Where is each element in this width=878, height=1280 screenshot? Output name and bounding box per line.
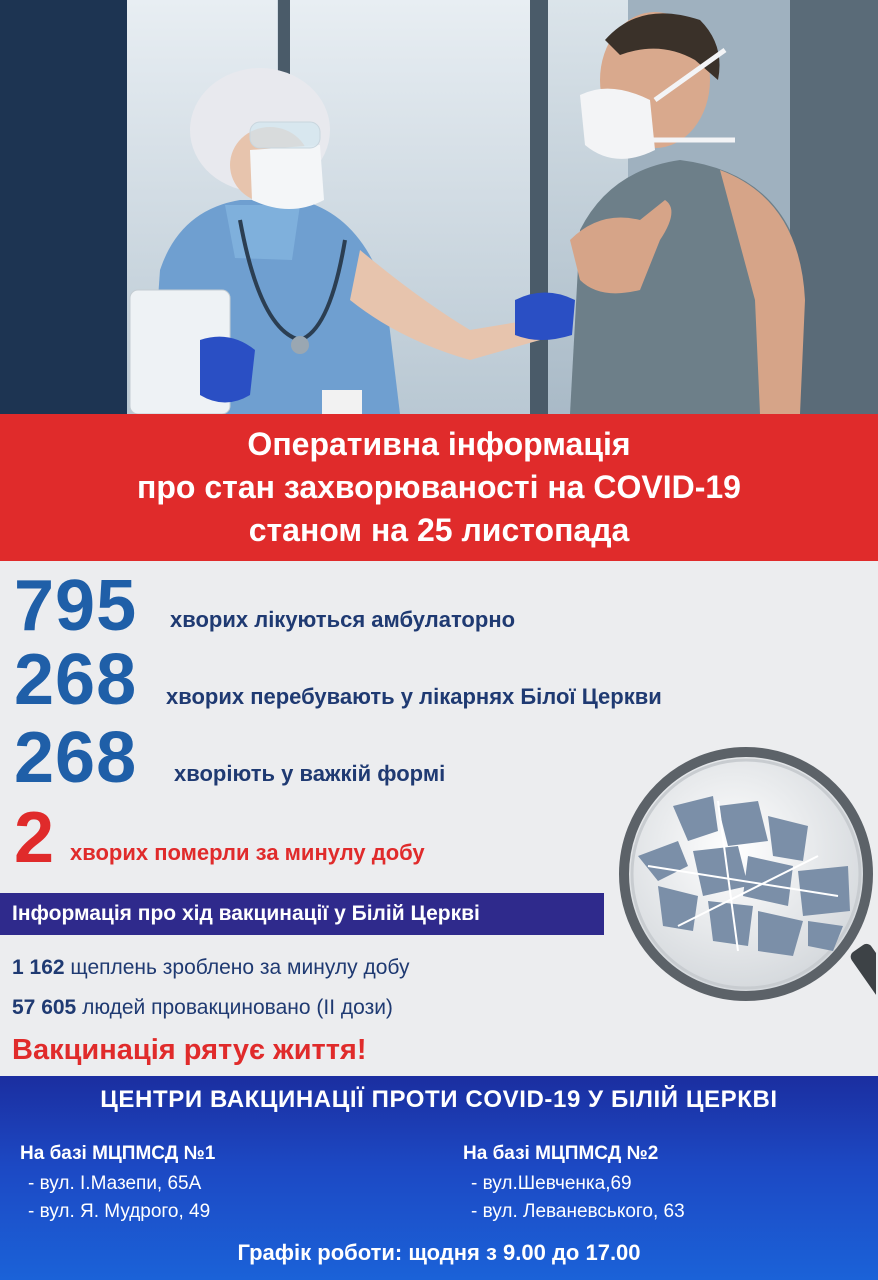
patient-figure	[570, 12, 805, 414]
magnifier-map-icon	[618, 746, 876, 1004]
center-1-address-1: - вул. І.Мазепи, 65А	[28, 1173, 202, 1194]
center-1-heading: На базі МЦПМСД №1	[20, 1143, 216, 1164]
title-banner	[0, 414, 878, 561]
vaccination-daily-text: щеплень зроблено за минулу добу	[64, 956, 410, 979]
stat-outpatient-number: 795	[14, 566, 138, 646]
title-line-2: про стан захворюваності на COVID-19	[137, 469, 741, 505]
stat-deaths-number: 2	[14, 798, 56, 878]
center-1-address-2: - вул. Я. Мудрого, 49	[28, 1201, 211, 1222]
hero-photo	[0, 0, 878, 414]
vaccination-total-text: людей провакциновано (ІІ дози)	[76, 996, 393, 1019]
slogan: Вакцинація рятує життя!	[12, 1034, 367, 1066]
vaccination-heading: Інформація про хід вакцинації у Білій Церкві	[0, 893, 604, 935]
title-line-3: станом на 25 листопада	[248, 512, 630, 548]
stat-severe-number: 268	[14, 718, 138, 798]
doctor-figure	[130, 68, 575, 414]
stat-outpatient-label: хворих лікуються амбулаторно	[170, 607, 516, 632]
center-2-address-1: - вул.Шевченка,69	[471, 1173, 632, 1194]
vaccination-daily-value: 1 162	[12, 956, 65, 979]
title-line-1: Оперативна інформація	[247, 426, 631, 462]
stat-severe-label: хворіють у важкій формі	[174, 761, 446, 786]
stat-deaths-label: хворих померли за минулу добу	[70, 840, 425, 865]
doctor-patient-illustration	[0, 0, 878, 414]
center-2-address-2: - вул. Леваневського, 63	[471, 1201, 685, 1222]
stat-hospital-label: хворих перебувають у лікарнях Білої Церкви	[166, 684, 662, 709]
working-schedule: Графік роботи: щодня з 9.00 до 17.00	[237, 1240, 641, 1265]
centers-title: ЦЕНТРИ ВАКЦИНАЦІЇ ПРОТИ COVID-19 У БІЛІЙ ЦЕРКВІ	[100, 1086, 778, 1113]
center-2-heading: На базі МЦПМСД №2	[463, 1143, 659, 1164]
stat-hospital-number: 268	[14, 640, 138, 720]
vaccination-total-line	[12, 995, 393, 1021]
vaccination-total-value: 57 605	[12, 996, 77, 1019]
vaccination-daily-line	[12, 955, 409, 981]
